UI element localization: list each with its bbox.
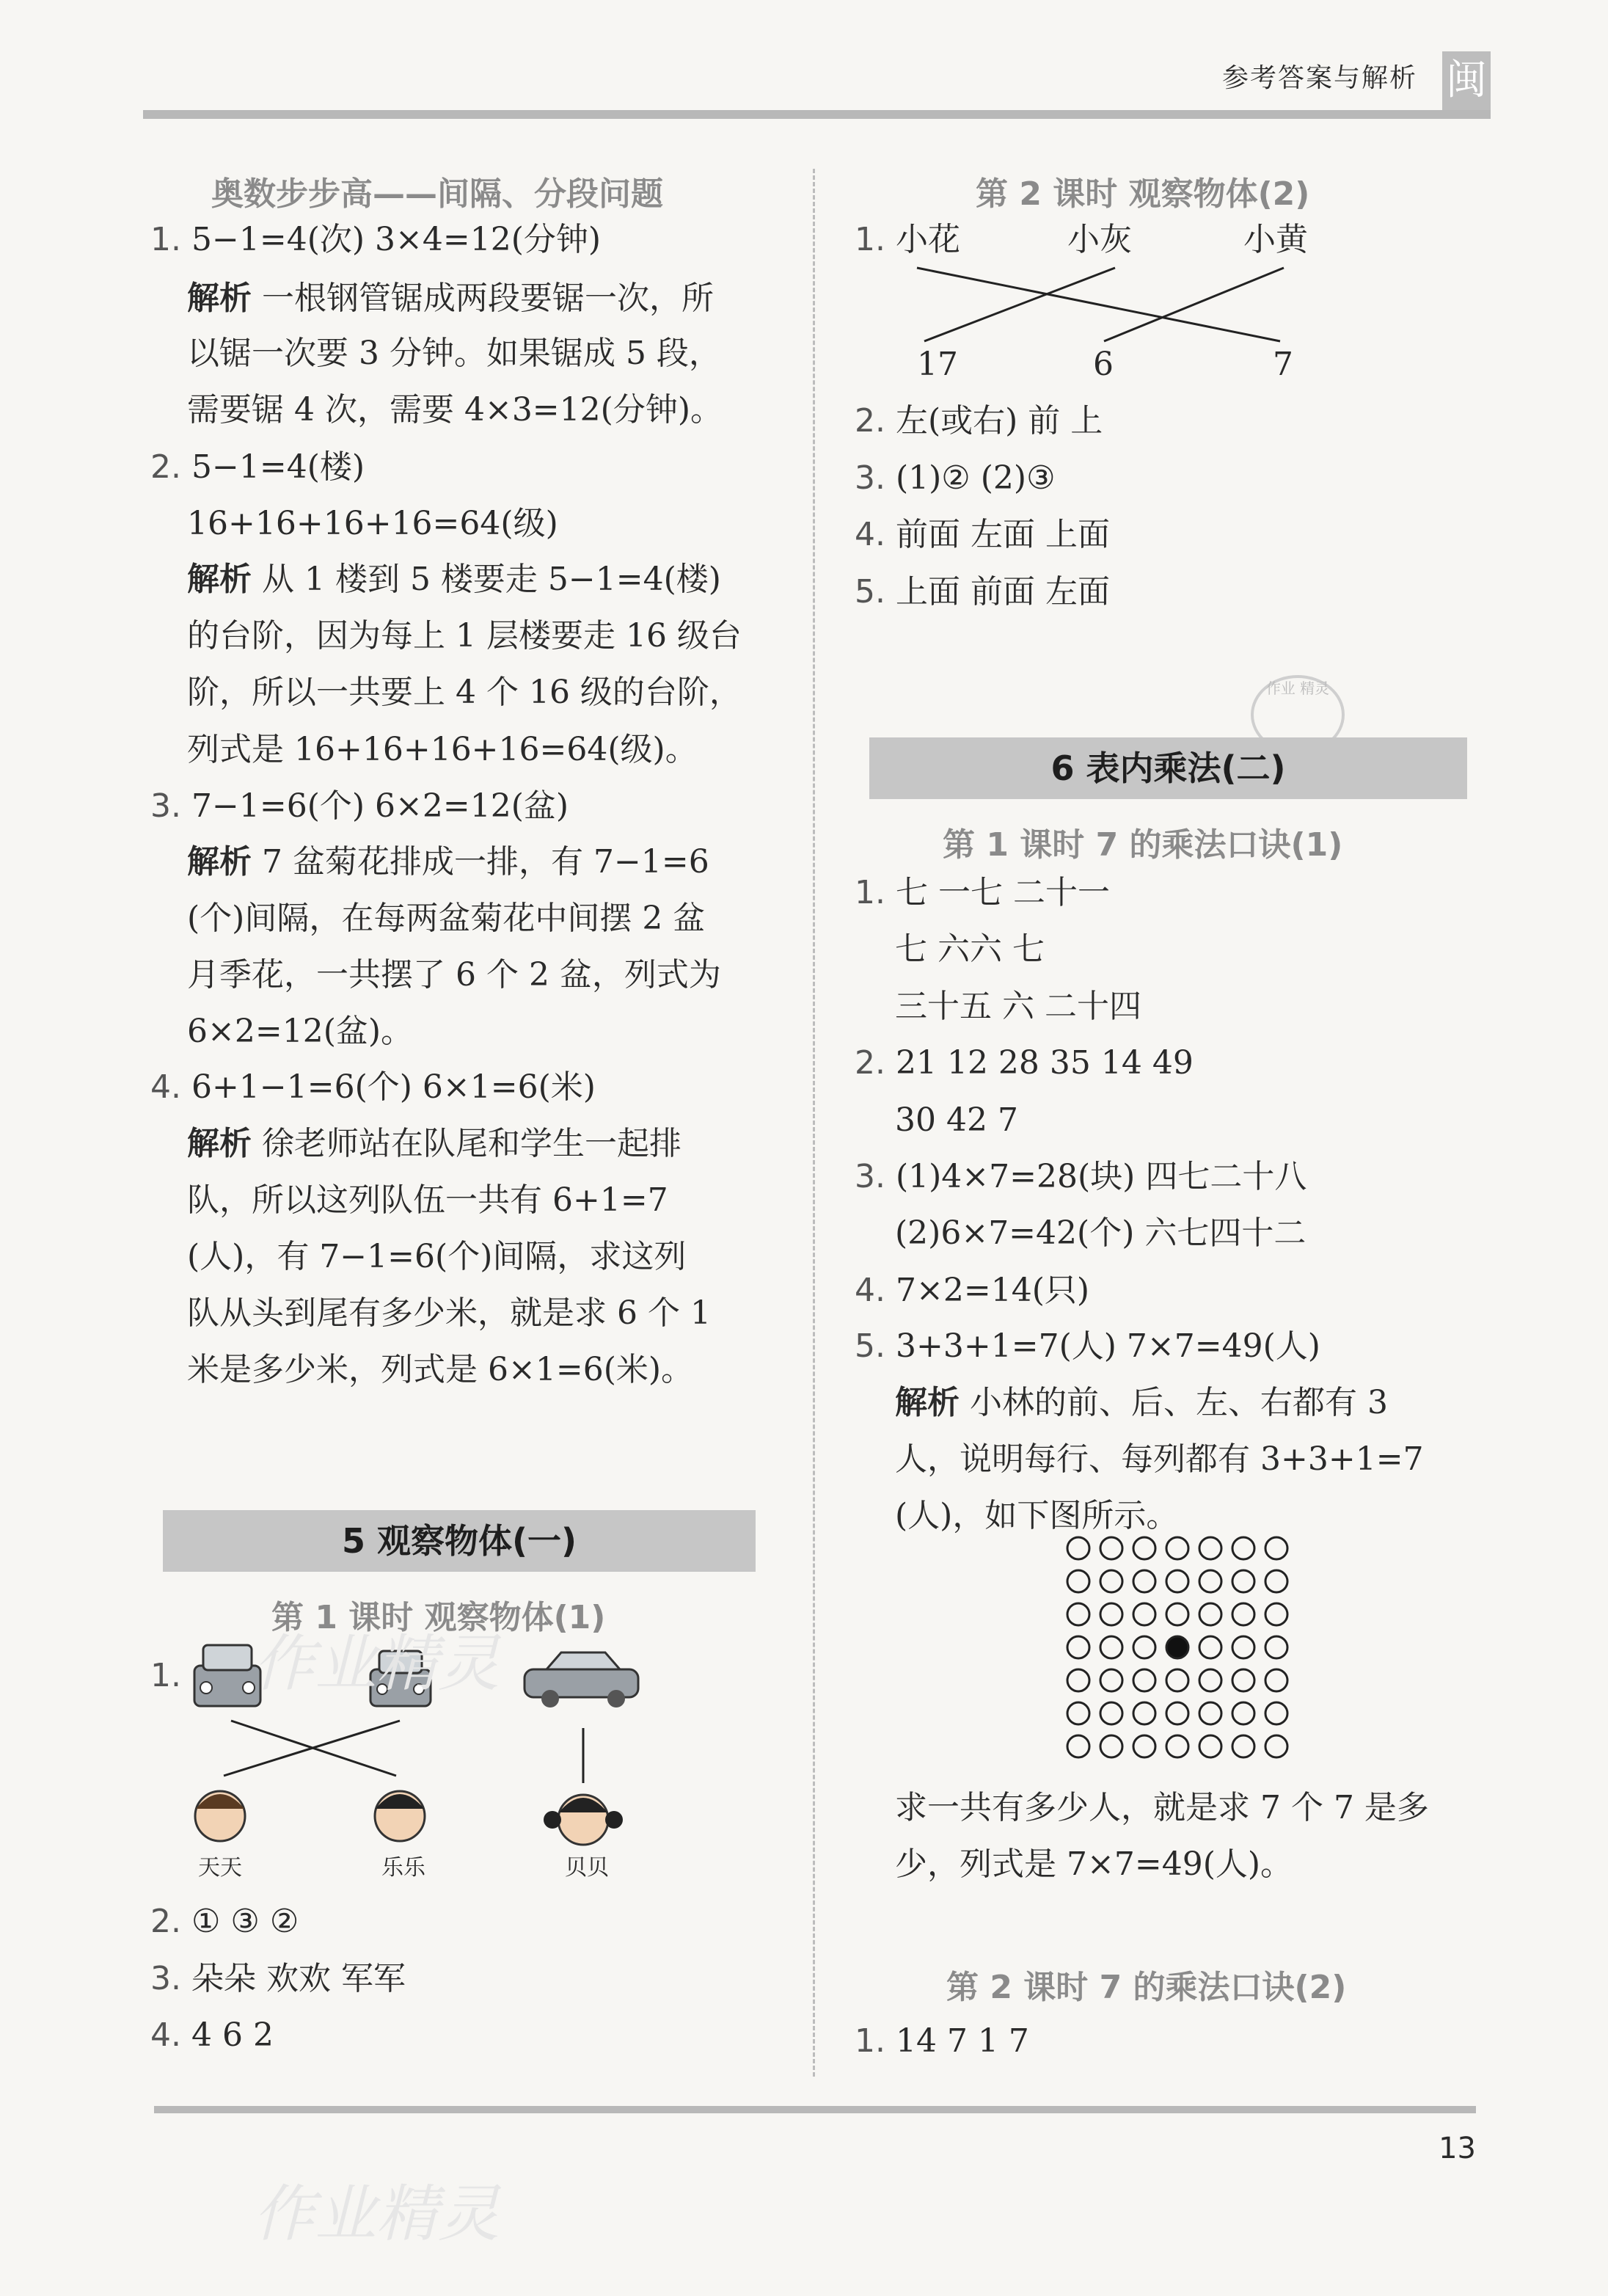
- answer-line: 2. ① ③ ②: [150, 1903, 299, 1940]
- person-dot: [1166, 1669, 1188, 1691]
- person-dot: [1265, 1669, 1287, 1691]
- analysis-line: 少，列式是 7×7=49(人)。: [895, 1845, 1293, 1883]
- header-rule: [143, 110, 1491, 119]
- answer-item: 7: [1273, 346, 1293, 383]
- person-dot: [1199, 1537, 1221, 1559]
- answer-line: 1. 七 一七 二十一: [855, 874, 1110, 911]
- answer-line: 2. 左(或右) 前 上: [855, 402, 1103, 440]
- person-dot: [1265, 1570, 1287, 1592]
- answer-item: 6: [1093, 346, 1114, 383]
- person-dot: [1067, 1669, 1089, 1691]
- person-dot: [1067, 1603, 1089, 1625]
- child-avatar-icon: [375, 1791, 425, 1841]
- person-dot: [1232, 1735, 1254, 1757]
- answer-line: 5. 3+3+1=7(人) 7×7=49(人): [855, 1327, 1320, 1365]
- answer-line: 3. (1)② (2)③: [855, 459, 1056, 497]
- child-name: 贝贝: [565, 1855, 609, 1881]
- person-dot: [1133, 1735, 1155, 1757]
- answer-line: 16+16+16+16=64(级): [187, 505, 558, 542]
- xiaolin-dot: [1166, 1636, 1188, 1658]
- person-dot: [1133, 1669, 1155, 1691]
- person-dot: [1100, 1735, 1122, 1757]
- person-dot: [1265, 1702, 1287, 1724]
- person-dot: [1232, 1603, 1254, 1625]
- analysis-line: 求一共有多少人，就是求 7 个 7 是多: [895, 1789, 1429, 1826]
- person-dot: [1265, 1603, 1287, 1625]
- answer-line: 七 六六 七: [895, 930, 1045, 968]
- analysis-line: 解析 7 盆菊花排成一排，有 7−1=6: [187, 843, 709, 881]
- person-dot: [1232, 1702, 1254, 1724]
- child-avatar-icon: [195, 1791, 245, 1841]
- analysis-line: 队从头到尾有多少米，就是求 6 个 1: [187, 1294, 711, 1332]
- analysis-line: (个)间隔，在每两盆菊花中间摆 2 盆: [187, 900, 706, 937]
- analysis-line: 月季花，一共摆了 6 个 2 盆，列式为: [187, 956, 721, 994]
- answer-line: 3. (1)4×7=28(块) 四七二十八: [855, 1158, 1307, 1195]
- person-dot: [1133, 1570, 1155, 1592]
- person-dot: [1199, 1735, 1221, 1757]
- answer-line: 3. 朵朵 欢欢 军军: [150, 1960, 406, 1997]
- watermark: 作业精灵: [253, 1628, 500, 1699]
- answer-item: 小黄: [1243, 221, 1308, 258]
- analysis-line: 解析 徐老师站在队尾和学生一起排: [187, 1125, 681, 1162]
- person-dot: [1133, 1603, 1155, 1625]
- person-dot: [1232, 1669, 1254, 1691]
- analysis-line: 阶，所以一共要上 4 个 16 级的台阶，: [187, 674, 742, 711]
- person-dot: [1067, 1570, 1089, 1592]
- answer-line: 4. 6+1−1=6(个) 6×1=6(米): [150, 1068, 596, 1106]
- person-dot: [1199, 1603, 1221, 1625]
- person-dot: [1199, 1669, 1221, 1691]
- answer-line: 4. 7×2=14(只): [855, 1272, 1090, 1309]
- answer-line: 2. 21 12 28 35 14 49: [855, 1044, 1194, 1082]
- analysis-line: 的台阶，因为每上 1 层楼要走 16 级台: [187, 617, 742, 655]
- analysis-line: 解析 一根钢管锯成两段要锯一次，所: [187, 280, 714, 317]
- person-dot: [1133, 1702, 1155, 1724]
- person-dot: [1067, 1537, 1089, 1559]
- lesson-title: 第 2 课时 7 的乘法口诀(2): [946, 1969, 1347, 2006]
- person-dot: [1100, 1570, 1122, 1592]
- analysis-line: (人)，有 7−1=6(个)间隔，求这列: [187, 1238, 687, 1275]
- answer-line: 三十五 六 二十四: [895, 988, 1141, 1025]
- person-dot: [1100, 1636, 1122, 1658]
- answer-line: 3. 7−1=6(个) 6×2=12(盆): [150, 787, 569, 825]
- lesson-title: 第 2 课时 观察物体(2): [976, 175, 1310, 213]
- region-badge: 闽: [1442, 51, 1491, 110]
- person-dot: [1265, 1537, 1287, 1559]
- answer-line: 30 42 7: [895, 1101, 1018, 1139]
- column-divider: [813, 169, 815, 2077]
- person-dot: [1199, 1570, 1221, 1592]
- person-dot: [1067, 1636, 1089, 1658]
- analysis-line: 解析 从 1 楼到 5 楼要走 5−1=4(楼): [187, 561, 721, 598]
- answer-line: 1. 小花: [855, 221, 960, 258]
- analysis-line: 人，说明每行、每列都有 3+3+1=7: [895, 1440, 1424, 1478]
- footer-rule: [154, 2106, 1476, 2113]
- analysis-line: 需要锯 4 次，需要 4×3=12(分钟)。: [187, 391, 723, 429]
- analysis-line: 以锯一次要 3 分钟。如果锯成 5 段，: [187, 335, 721, 372]
- chapter-band-5: 5 观察物体(一): [163, 1510, 756, 1572]
- person-dot: [1133, 1636, 1155, 1658]
- running-header-title: 参考答案与解析: [1221, 63, 1417, 93]
- person-dot: [1166, 1735, 1188, 1757]
- analysis-line: (人)，如下图所示。: [895, 1497, 1179, 1534]
- person-dot: [1199, 1636, 1221, 1658]
- answer-line: (2)6×7=42(个) 六七四十二: [895, 1214, 1306, 1252]
- child-name: 乐乐: [381, 1855, 425, 1881]
- person-dot: [1166, 1570, 1188, 1592]
- watermark: 作业精灵: [253, 2178, 500, 2250]
- answer-line: 2. 5−1=4(楼): [150, 448, 365, 486]
- person-dot: [1166, 1537, 1188, 1559]
- lesson-title: 第 1 课时 7 的乘法口诀(1): [943, 826, 1343, 864]
- person-dot: [1067, 1702, 1089, 1724]
- child-avatar-icon: [544, 1795, 623, 1845]
- chapter-band-6: 6 表内乘法(二): [869, 737, 1467, 799]
- answer-item: 小灰: [1067, 221, 1132, 258]
- analysis-line: 队，所以这列队伍一共有 6+1=7: [187, 1181, 668, 1219]
- analysis-line: 米是多少米，列式是 6×1=6(米)。: [187, 1351, 694, 1388]
- answer-item: 17: [917, 346, 958, 383]
- person-dot: [1166, 1603, 1188, 1625]
- child-name: 天天: [198, 1855, 242, 1881]
- analysis-line: 解析 小林的前、后、左、右都有 3: [895, 1384, 1388, 1421]
- person-dot: [1067, 1735, 1089, 1757]
- car-front-icon: [194, 1645, 260, 1706]
- person-dot: [1100, 1669, 1122, 1691]
- answer-line: 1. 14 7 1 7: [855, 2022, 1029, 2060]
- seat-grid-figure: [1064, 1534, 1306, 1761]
- person-dot: [1100, 1537, 1122, 1559]
- answer-line: 4. 4 6 2: [150, 2016, 274, 2054]
- person-dot: [1232, 1570, 1254, 1592]
- person-dot: [1265, 1636, 1287, 1658]
- matching-lines: [902, 264, 1313, 345]
- person-dot: [1232, 1537, 1254, 1559]
- person-dot: [1166, 1702, 1188, 1724]
- lesson-title: 第 1 课时 观察物体(1): [271, 1599, 606, 1636]
- person-dot: [1199, 1702, 1221, 1724]
- person-dot: [1232, 1636, 1254, 1658]
- section-title-olympiad: 奥数步步高——间隔、分段问题: [211, 175, 663, 213]
- page-number: 13: [1439, 2132, 1476, 2165]
- answer-line: 4. 前面 左面 上面: [855, 516, 1110, 553]
- person-dot: [1265, 1735, 1287, 1757]
- answer-line: 5. 上面 前面 左面: [855, 573, 1110, 611]
- publisher-stamp: 作业 精灵: [1251, 675, 1345, 754]
- person-dot: [1100, 1702, 1122, 1724]
- answer-line: 1. 5−1=4(次) 3×4=12(分钟): [150, 221, 602, 258]
- analysis-line: 列式是 16+16+16+16=64(级)。: [187, 731, 698, 768]
- car-side-icon: [525, 1652, 638, 1708]
- analysis-line: 6×2=12(盆)。: [187, 1013, 414, 1050]
- question-number: 1.: [150, 1657, 181, 1694]
- person-dot: [1133, 1537, 1155, 1559]
- person-dot: [1100, 1603, 1122, 1625]
